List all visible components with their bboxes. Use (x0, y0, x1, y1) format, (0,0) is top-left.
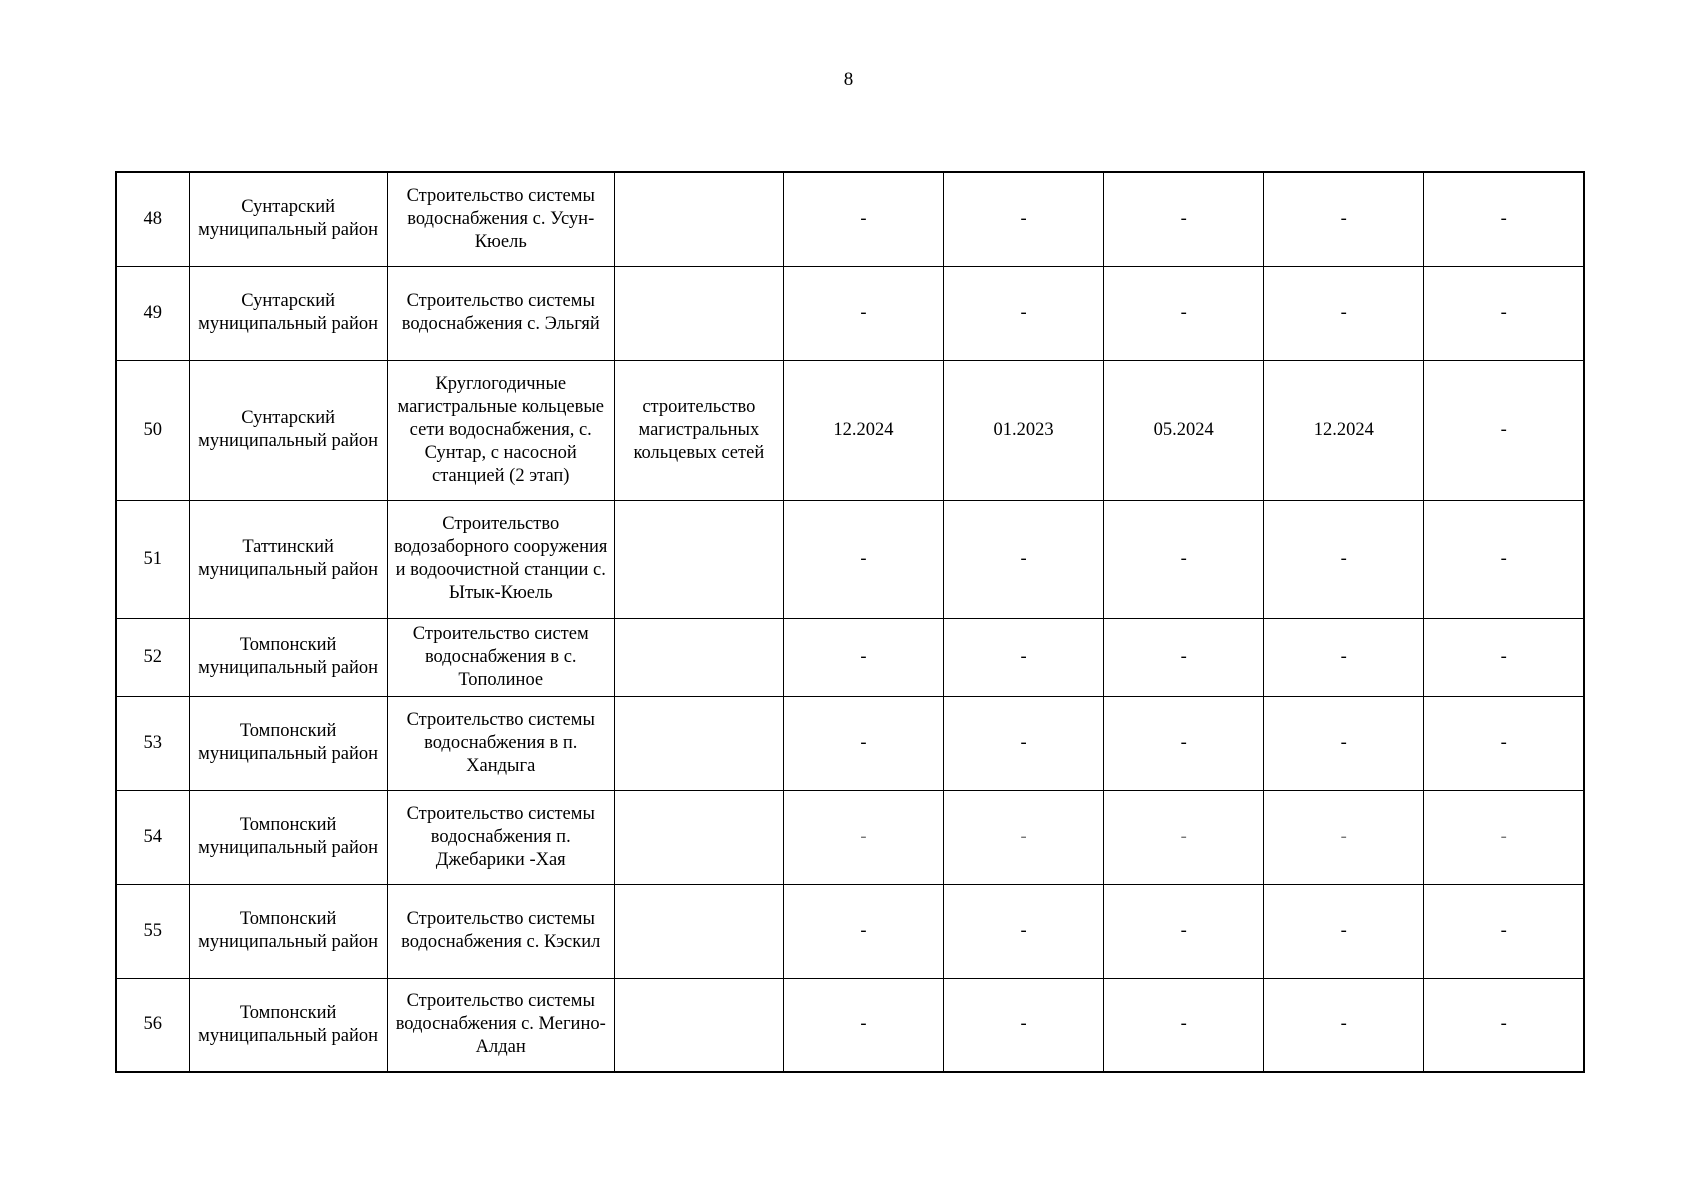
date-cell-4: - (1264, 696, 1424, 790)
date-cell-5: - (1424, 360, 1584, 500)
municipality-cell: Томпонский муниципальный район (189, 790, 387, 884)
object-cell: Строительство системы водоснабжения с. Эльгяй (387, 266, 614, 360)
object-cell: Строительство системы водоснабжения с. Мегино-Алдан (387, 978, 614, 1072)
row-number-cell: 55 (116, 884, 189, 978)
object-cell: Строительство системы водоснабжения с. Кэскил (387, 884, 614, 978)
date-cell-5: - (1424, 978, 1584, 1072)
date-cell-3: - (1104, 618, 1264, 696)
date-cell-1: - (783, 172, 943, 266)
date-cell-3: - (1104, 266, 1264, 360)
work-type-cell (614, 790, 783, 884)
object-cell: Строительство системы водоснабжения п. Джебарики -Хая (387, 790, 614, 884)
date-cell-3: - (1104, 172, 1264, 266)
date-cell-1: - (783, 696, 943, 790)
municipality-cell: Сунтарский муниципальный район (189, 266, 387, 360)
row-number-cell: 48 (116, 172, 189, 266)
date-cell-4: - (1264, 978, 1424, 1072)
table-row (116, 696, 1584, 790)
row-number-cell: 53 (116, 696, 189, 790)
table-row (116, 266, 1584, 360)
row-number-cell: 49 (116, 266, 189, 360)
municipality-cell: Томпонский муниципальный район (189, 884, 387, 978)
object-cell: Круглогодичные магистральные кольцевые сети водоснабжения, с. Сунтар, с насосной станцией (2 этап) (387, 360, 614, 500)
date-cell-1: - (783, 790, 943, 884)
date-cell-2: 01.2023 (944, 360, 1104, 500)
date-cell-1: - (783, 500, 943, 618)
work-type-cell (614, 618, 783, 696)
date-cell-1: - (783, 884, 943, 978)
date-cell-4: - (1264, 500, 1424, 618)
date-cell-3: - (1104, 978, 1264, 1072)
date-cell-2: - (944, 500, 1104, 618)
object-cell: Строительство водозаборного сооружения и водоочистной станции с. Ытык-Кюель (387, 500, 614, 618)
municipality-cell: Таттинский муниципальный район (189, 500, 387, 618)
date-cell-3: - (1104, 790, 1264, 884)
work-type-cell: строительство магистральных кольцевых сетей (614, 360, 783, 500)
date-cell-5: - (1424, 618, 1584, 696)
date-cell-1: - (783, 266, 943, 360)
object-cell: Строительство системы водоснабжения в п. Хандыга (387, 696, 614, 790)
date-cell-4: - (1264, 266, 1424, 360)
table-row (116, 360, 1584, 500)
work-type-cell (614, 266, 783, 360)
work-type-cell (614, 696, 783, 790)
date-cell-4: 12.2024 (1264, 360, 1424, 500)
date-cell-4: - (1264, 790, 1424, 884)
table-row (116, 500, 1584, 618)
work-type-cell (614, 978, 783, 1072)
municipality-cell: Сунтарский муниципальный район (189, 172, 387, 266)
row-number-cell: 50 (116, 360, 189, 500)
table-row (116, 618, 1584, 696)
date-cell-5: - (1424, 172, 1584, 266)
date-cell-2: - (944, 790, 1104, 884)
date-cell-2: - (944, 266, 1104, 360)
date-cell-2: - (944, 618, 1104, 696)
municipality-cell: Томпонский муниципальный район (189, 696, 387, 790)
page-number: 8 (843, 69, 854, 90)
date-cell-5: - (1424, 790, 1584, 884)
construction-table (115, 171, 1585, 1073)
date-cell-3: - (1104, 696, 1264, 790)
date-cell-2: - (944, 172, 1104, 266)
row-number-cell: 51 (116, 500, 189, 618)
date-cell-1: 12.2024 (783, 360, 943, 500)
municipality-cell: Томпонский муниципальный район (189, 978, 387, 1072)
date-cell-1: - (783, 618, 943, 696)
row-number-cell: 54 (116, 790, 189, 884)
date-cell-2: - (944, 884, 1104, 978)
table-row (116, 790, 1584, 884)
date-cell-2: - (944, 978, 1104, 1072)
table-row (116, 884, 1584, 978)
work-type-cell (614, 172, 783, 266)
date-cell-4: - (1264, 618, 1424, 696)
table-row (116, 172, 1584, 266)
row-number-cell: 52 (116, 618, 189, 696)
date-cell-5: - (1424, 696, 1584, 790)
work-type-cell (614, 500, 783, 618)
date-cell-3: - (1104, 884, 1264, 978)
municipality-cell: Томпонский муниципальный район (189, 618, 387, 696)
date-cell-2: - (944, 696, 1104, 790)
row-number-cell: 56 (116, 978, 189, 1072)
object-cell: Строительство системы водоснабжения с. Усун-Кюель (387, 172, 614, 266)
date-cell-4: - (1264, 172, 1424, 266)
date-cell-4: - (1264, 884, 1424, 978)
work-type-cell (614, 884, 783, 978)
date-cell-3: - (1104, 500, 1264, 618)
object-cell: Строительство систем водоснабжения в с. Тополиное (387, 618, 614, 696)
municipality-cell: Сунтарский муниципальный район (189, 360, 387, 500)
date-cell-5: - (1424, 266, 1584, 360)
date-cell-5: - (1424, 884, 1584, 978)
date-cell-5: - (1424, 500, 1584, 618)
date-cell-1: - (783, 978, 943, 1072)
date-cell-3: 05.2024 (1104, 360, 1264, 500)
table-row (116, 978, 1584, 1072)
